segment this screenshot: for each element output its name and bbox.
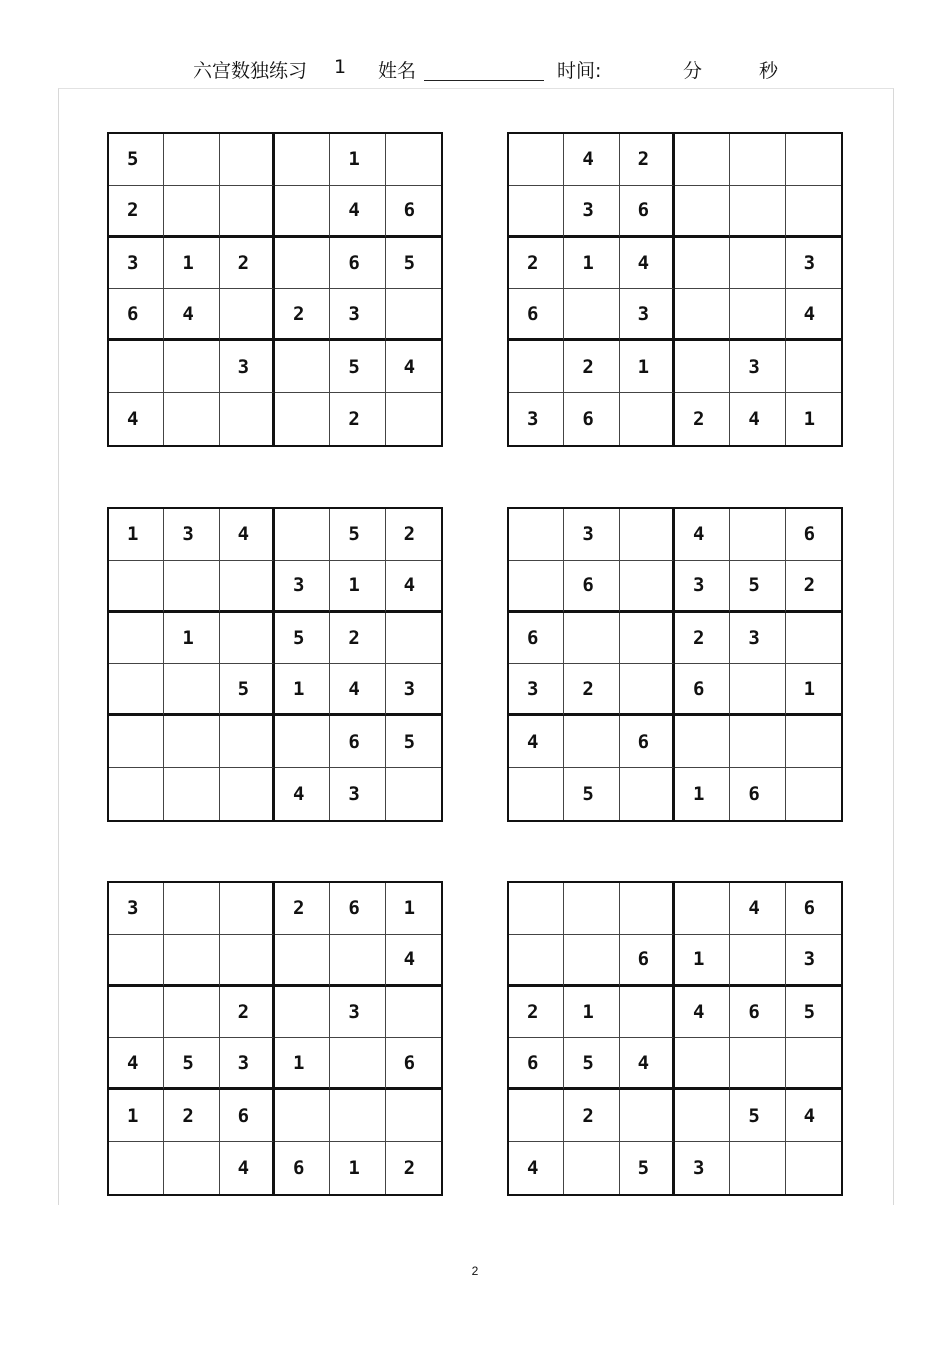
sudoku-cell[interactable] bbox=[164, 883, 219, 935]
sudoku-cell[interactable] bbox=[220, 716, 275, 768]
sudoku-cell: 5 bbox=[386, 716, 441, 768]
sudoku-cell[interactable] bbox=[164, 987, 219, 1039]
sudoku-cell: 6 bbox=[620, 716, 675, 768]
sudoku-cell[interactable] bbox=[786, 1142, 841, 1194]
sudoku-cell: 4 bbox=[220, 509, 275, 561]
sudoku-grid bbox=[507, 132, 843, 447]
sudoku-cell: 5 bbox=[330, 509, 385, 561]
sudoku-cell[interactable] bbox=[330, 935, 385, 987]
sudoku-cell[interactable] bbox=[786, 613, 841, 665]
sudoku-cell[interactable] bbox=[275, 509, 330, 561]
sudoku-cell: 1 bbox=[786, 664, 841, 716]
sudoku-cell[interactable] bbox=[330, 1090, 385, 1142]
sudoku-cell[interactable] bbox=[386, 768, 441, 820]
sudoku-cell: 4 bbox=[730, 393, 785, 445]
sudoku-cell: 6 bbox=[730, 768, 785, 820]
sudoku-cell: 6 bbox=[786, 509, 841, 561]
sudoku-cell: 6 bbox=[330, 238, 385, 290]
sudoku-cell[interactable] bbox=[509, 561, 564, 613]
sudoku-cell[interactable] bbox=[164, 561, 219, 613]
sudoku-cell[interactable] bbox=[386, 613, 441, 665]
sudoku-cell[interactable] bbox=[509, 341, 564, 393]
sudoku-cell[interactable] bbox=[164, 393, 219, 445]
sudoku-cell[interactable] bbox=[509, 186, 564, 238]
sudoku-cell[interactable] bbox=[730, 716, 785, 768]
sudoku-cell: 2 bbox=[109, 186, 164, 238]
worksheet-number: 1 bbox=[334, 56, 347, 78]
sudoku-cell: 1 bbox=[330, 134, 385, 186]
sudoku-cell: 4 bbox=[620, 1038, 675, 1090]
sudoku-cell[interactable] bbox=[730, 186, 785, 238]
sudoku-cell[interactable] bbox=[564, 883, 619, 935]
sudoku-cell: 1 bbox=[675, 768, 730, 820]
sudoku-cell: 2 bbox=[386, 509, 441, 561]
sudoku-cell[interactable] bbox=[220, 768, 275, 820]
sudoku-cell[interactable] bbox=[730, 238, 785, 290]
sudoku-cell[interactable] bbox=[275, 341, 330, 393]
sudoku-cell[interactable] bbox=[275, 935, 330, 987]
sudoku-cell[interactable] bbox=[220, 561, 275, 613]
sudoku-cell: 4 bbox=[164, 289, 219, 341]
sudoku-cell: 3 bbox=[675, 561, 730, 613]
sudoku-cell: 1 bbox=[275, 664, 330, 716]
sudoku-cell: 3 bbox=[220, 341, 275, 393]
sudoku-cell: 3 bbox=[164, 509, 219, 561]
sudoku-cell[interactable] bbox=[730, 509, 785, 561]
sudoku-cell: 4 bbox=[330, 186, 385, 238]
sudoku-grid bbox=[107, 132, 443, 447]
sudoku-cell: 2 bbox=[330, 613, 385, 665]
sudoku-cell[interactable] bbox=[109, 987, 164, 1039]
sudoku-cell[interactable] bbox=[386, 1090, 441, 1142]
sudoku-cell[interactable] bbox=[620, 509, 675, 561]
sudoku-cell: 6 bbox=[564, 561, 619, 613]
sudoku-cell[interactable] bbox=[675, 1038, 730, 1090]
sudoku-cell[interactable] bbox=[730, 289, 785, 341]
sudoku-cell: 5 bbox=[164, 1038, 219, 1090]
sudoku-cell[interactable] bbox=[164, 664, 219, 716]
sudoku-cell: 1 bbox=[675, 935, 730, 987]
sudoku-cell[interactable] bbox=[786, 1038, 841, 1090]
sudoku-cell[interactable] bbox=[786, 768, 841, 820]
sudoku-cell: 6 bbox=[386, 186, 441, 238]
sudoku-cell: 3 bbox=[330, 768, 385, 820]
sudoku-cell[interactable] bbox=[164, 768, 219, 820]
sudoku-cell[interactable] bbox=[675, 134, 730, 186]
sudoku-cell: 6 bbox=[330, 716, 385, 768]
sudoku-cell[interactable] bbox=[509, 509, 564, 561]
sudoku-cell[interactable] bbox=[220, 186, 275, 238]
sudoku-cell: 3 bbox=[109, 883, 164, 935]
sudoku-cell[interactable] bbox=[620, 987, 675, 1039]
sudoku-cell: 1 bbox=[386, 883, 441, 935]
sudoku-cell: 2 bbox=[509, 987, 564, 1039]
sudoku-cell: 1 bbox=[109, 509, 164, 561]
sudoku-cell: 3 bbox=[275, 561, 330, 613]
sudoku-cell[interactable] bbox=[730, 1142, 785, 1194]
sudoku-cell[interactable] bbox=[509, 883, 564, 935]
sudoku-cell[interactable] bbox=[730, 935, 785, 987]
sudoku-cell[interactable] bbox=[620, 613, 675, 665]
sudoku-cell: 2 bbox=[509, 238, 564, 290]
sudoku-cell: 6 bbox=[786, 883, 841, 935]
sudoku-cell[interactable] bbox=[275, 238, 330, 290]
sudoku-cell: 2 bbox=[564, 341, 619, 393]
sudoku-cell[interactable] bbox=[675, 186, 730, 238]
sudoku-cell[interactable] bbox=[509, 1090, 564, 1142]
sudoku-cell: 2 bbox=[164, 1090, 219, 1142]
sudoku-cell: 5 bbox=[730, 561, 785, 613]
sudoku-cell: 5 bbox=[564, 1038, 619, 1090]
sudoku-cell: 5 bbox=[330, 341, 385, 393]
sudoku-cell[interactable] bbox=[730, 664, 785, 716]
sudoku-cell: 5 bbox=[109, 134, 164, 186]
sudoku-cell: 5 bbox=[786, 987, 841, 1039]
sudoku-cell[interactable] bbox=[220, 393, 275, 445]
sudoku-cell: 3 bbox=[675, 1142, 730, 1194]
sudoku-cell[interactable] bbox=[386, 393, 441, 445]
sudoku-cell[interactable] bbox=[220, 289, 275, 341]
sudoku-cell[interactable] bbox=[675, 341, 730, 393]
sudoku-cell[interactable] bbox=[109, 1142, 164, 1194]
sudoku-cell[interactable] bbox=[786, 716, 841, 768]
sudoku-cell[interactable] bbox=[786, 134, 841, 186]
sudoku-cell: 4 bbox=[786, 289, 841, 341]
sudoku-cell: 4 bbox=[675, 987, 730, 1039]
sudoku-cell: 1 bbox=[164, 613, 219, 665]
sudoku-cell[interactable] bbox=[220, 613, 275, 665]
time-label: 时间: bbox=[557, 60, 602, 82]
sudoku-cell[interactable] bbox=[509, 768, 564, 820]
sudoku-cell: 2 bbox=[564, 1090, 619, 1142]
sudoku-grid bbox=[507, 881, 843, 1196]
sudoku-cell[interactable] bbox=[730, 134, 785, 186]
sudoku-cell: 6 bbox=[109, 289, 164, 341]
sudoku-cell: 2 bbox=[220, 238, 275, 290]
sudoku-cell: 3 bbox=[220, 1038, 275, 1090]
sudoku-cell: 4 bbox=[275, 768, 330, 820]
sudoku-cell: 5 bbox=[730, 1090, 785, 1142]
sudoku-cell: 1 bbox=[330, 1142, 385, 1194]
sudoku-cell: 4 bbox=[620, 238, 675, 290]
sudoku-cell[interactable] bbox=[275, 716, 330, 768]
sudoku-cell: 5 bbox=[275, 613, 330, 665]
sudoku-cell: 4 bbox=[220, 1142, 275, 1194]
sudoku-cell[interactable] bbox=[675, 289, 730, 341]
sudoku-cell: 2 bbox=[275, 883, 330, 935]
sudoku-cell[interactable] bbox=[220, 134, 275, 186]
seconds-label: 秒 bbox=[759, 60, 779, 82]
sudoku-cell[interactable] bbox=[275, 134, 330, 186]
sudoku-cell: 2 bbox=[675, 393, 730, 445]
sudoku-cell: 6 bbox=[620, 186, 675, 238]
sudoku-cell: 2 bbox=[786, 561, 841, 613]
sudoku-cell: 6 bbox=[330, 883, 385, 935]
page-number: 2 bbox=[471, 1264, 479, 1278]
sudoku-cell[interactable] bbox=[564, 1142, 619, 1194]
sudoku-cell[interactable] bbox=[675, 716, 730, 768]
sudoku-cell[interactable] bbox=[386, 289, 441, 341]
sudoku-cell: 5 bbox=[620, 1142, 675, 1194]
sudoku-cell: 2 bbox=[620, 134, 675, 186]
sudoku-cell: 4 bbox=[675, 509, 730, 561]
sudoku-cell: 3 bbox=[786, 238, 841, 290]
sudoku-cell: 6 bbox=[509, 289, 564, 341]
sudoku-cell: 2 bbox=[330, 393, 385, 445]
sudoku-cell: 4 bbox=[564, 134, 619, 186]
sudoku-cell: 4 bbox=[786, 1090, 841, 1142]
sudoku-cell[interactable] bbox=[620, 664, 675, 716]
sudoku-cell[interactable] bbox=[164, 935, 219, 987]
sudoku-grid bbox=[507, 507, 843, 822]
sudoku-cell[interactable] bbox=[164, 134, 219, 186]
sudoku-cell[interactable] bbox=[620, 1090, 675, 1142]
sudoku-cell: 5 bbox=[386, 238, 441, 290]
sudoku-grid bbox=[107, 507, 443, 822]
sudoku-cell: 4 bbox=[330, 664, 385, 716]
sudoku-cell: 3 bbox=[509, 393, 564, 445]
worksheet-header bbox=[0, 56, 950, 86]
sudoku-cell[interactable] bbox=[164, 341, 219, 393]
sudoku-cell[interactable] bbox=[620, 561, 675, 613]
sudoku-cell: 6 bbox=[220, 1090, 275, 1142]
sudoku-cell: 4 bbox=[109, 1038, 164, 1090]
sudoku-cell[interactable] bbox=[564, 935, 619, 987]
sudoku-cell: 3 bbox=[330, 987, 385, 1039]
sudoku-cell: 1 bbox=[330, 561, 385, 613]
sudoku-cell[interactable] bbox=[620, 768, 675, 820]
sudoku-cell[interactable] bbox=[109, 716, 164, 768]
sudoku-cell[interactable] bbox=[786, 186, 841, 238]
sudoku-cell[interactable] bbox=[564, 716, 619, 768]
sudoku-cell[interactable] bbox=[330, 1038, 385, 1090]
sudoku-cell[interactable] bbox=[164, 186, 219, 238]
name-label: 姓名 bbox=[378, 60, 417, 82]
sudoku-cell: 6 bbox=[564, 393, 619, 445]
sudoku-cell: 3 bbox=[786, 935, 841, 987]
sudoku-cell: 6 bbox=[275, 1142, 330, 1194]
sudoku-cell: 6 bbox=[386, 1038, 441, 1090]
sudoku-cell[interactable] bbox=[509, 134, 564, 186]
sudoku-cell[interactable] bbox=[164, 1142, 219, 1194]
sudoku-cell: 2 bbox=[675, 613, 730, 665]
sudoku-cell[interactable] bbox=[730, 1038, 785, 1090]
sudoku-cell: 6 bbox=[509, 613, 564, 665]
sudoku-cell: 4 bbox=[509, 716, 564, 768]
sudoku-cell[interactable] bbox=[275, 1090, 330, 1142]
sudoku-cell: 3 bbox=[564, 186, 619, 238]
sudoku-cell: 6 bbox=[620, 935, 675, 987]
sudoku-cell: 2 bbox=[403, 1157, 416, 1180]
sudoku-cell[interactable] bbox=[109, 768, 164, 820]
sudoku-cell[interactable] bbox=[564, 613, 619, 665]
sudoku-cell: 1 bbox=[164, 238, 219, 290]
sudoku-cell[interactable] bbox=[220, 883, 275, 935]
sudoku-cell: 1 bbox=[620, 341, 675, 393]
sudoku-cell: 3 bbox=[730, 613, 785, 665]
sudoku-cell[interactable] bbox=[564, 289, 619, 341]
sudoku-cell: 1 bbox=[109, 1090, 164, 1142]
sudoku-cell: 4 bbox=[386, 561, 441, 613]
worksheet-title: 六宫数独练习 bbox=[193, 60, 308, 82]
sudoku-cell: 3 bbox=[730, 341, 785, 393]
sudoku-grid bbox=[107, 881, 443, 1196]
sudoku-cell: 4 bbox=[386, 341, 441, 393]
sudoku-cell: 4 bbox=[386, 935, 441, 987]
sudoku-cell: 4 bbox=[109, 393, 164, 445]
sudoku-cell: 2 bbox=[564, 664, 619, 716]
sudoku-cell[interactable] bbox=[620, 393, 675, 445]
sudoku-cell[interactable] bbox=[675, 1090, 730, 1142]
sudoku-cell: 4 bbox=[509, 1142, 564, 1194]
sudoku-cell: 6 bbox=[675, 664, 730, 716]
sudoku-cell: 2 bbox=[220, 987, 275, 1039]
sudoku-cell: 1 bbox=[564, 987, 619, 1039]
name-blank-line[interactable] bbox=[424, 80, 544, 81]
sudoku-cell[interactable] bbox=[386, 134, 441, 186]
sudoku-cell[interactable] bbox=[109, 935, 164, 987]
sudoku-cell[interactable] bbox=[275, 393, 330, 445]
sudoku-cell[interactable] bbox=[675, 883, 730, 935]
sudoku-cell[interactable] bbox=[675, 238, 730, 290]
sudoku-cell: 3 bbox=[386, 664, 441, 716]
sudoku-cell[interactable] bbox=[509, 935, 564, 987]
sudoku-cell[interactable] bbox=[220, 935, 275, 987]
sudoku-cell: 3 bbox=[564, 509, 619, 561]
sudoku-cell[interactable] bbox=[109, 664, 164, 716]
sudoku-cell[interactable] bbox=[786, 341, 841, 393]
sudoku-cell: 3 bbox=[330, 289, 385, 341]
sudoku-cell: 5 bbox=[220, 664, 275, 716]
sudoku-cell: 2 bbox=[275, 289, 330, 341]
sudoku-cell: 3 bbox=[109, 238, 164, 290]
sudoku-cell: 1 bbox=[564, 238, 619, 290]
sudoku-cell[interactable] bbox=[275, 186, 330, 238]
sudoku-cell[interactable] bbox=[109, 561, 164, 613]
sudoku-cell[interactable] bbox=[164, 716, 219, 768]
sudoku-cell: 1 bbox=[803, 408, 816, 431]
sudoku-cell: 3 bbox=[620, 289, 675, 341]
sudoku-cell: 6 bbox=[730, 987, 785, 1039]
sudoku-cell: 4 bbox=[730, 883, 785, 935]
minutes-label: 分 bbox=[683, 60, 703, 82]
sudoku-cell: 3 bbox=[509, 664, 564, 716]
sudoku-cell[interactable] bbox=[275, 987, 330, 1039]
sudoku-cell[interactable] bbox=[620, 883, 675, 935]
sudoku-cell: 6 bbox=[509, 1038, 564, 1090]
sudoku-cell: 5 bbox=[564, 768, 619, 820]
sudoku-cell[interactable] bbox=[386, 987, 441, 1039]
sudoku-cell: 1 bbox=[275, 1038, 330, 1090]
sudoku-cell[interactable] bbox=[109, 613, 164, 665]
sudoku-cell[interactable] bbox=[109, 341, 164, 393]
